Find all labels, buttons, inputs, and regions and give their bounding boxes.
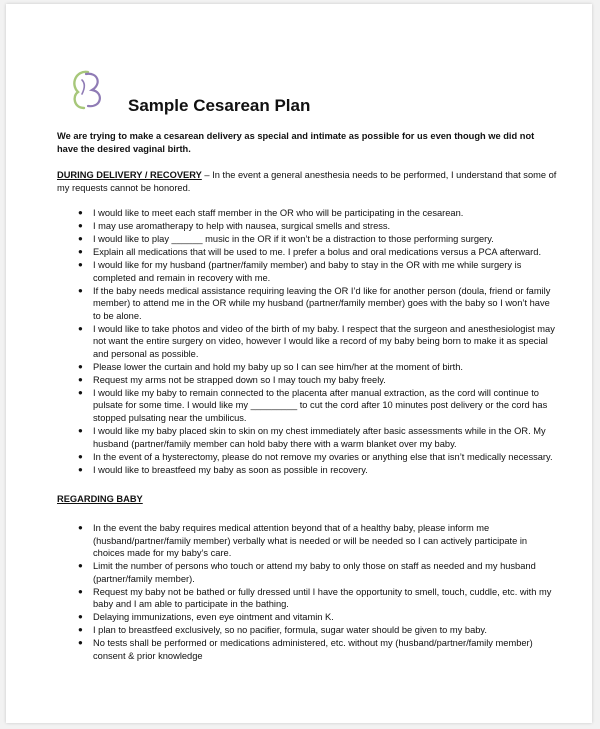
bullet-icon: ● (78, 374, 83, 384)
list-item: ● I would like for my husband (partner/family member) and baby to stay in the OR with me while surgery is completed and remain in recovery with me. (78, 259, 522, 283)
bullet-icon: ● (78, 387, 83, 397)
list-item: ● I would like to breastfeed my baby as soon as possible in recovery. (78, 464, 368, 475)
delivery-list (75, 207, 555, 477)
intro-paragraph: We are trying to make a cesarean delivery as special and intimate as possible for us even though we did not have the desired vaginal birth. (57, 131, 535, 154)
list-item: ● I would like to play ______ music in the OR if it won’t be a distraction to those performing surgery. (78, 233, 494, 244)
list-item: ● I would like my baby placed skin to skin on my chest immediately after basic assessments while in the OR. My husband (partner/family member can hold baby there with a warm blanket over my baby. (78, 426, 546, 449)
list-item: ● I plan to breastfeed exclusively, so no pacifier, formula, sugar water should be given to my baby. (78, 625, 487, 636)
page-title: Sample Cesarean Plan (128, 96, 311, 115)
list-item: ● Please lower the curtain and hold my baby up so I can see him/her at the moment of birth. (78, 361, 464, 372)
baby-section-heading: REGARDING BABY (57, 494, 143, 504)
baby-list (75, 522, 555, 663)
bullet-icon: ● (78, 246, 83, 256)
list-item: ● I may use aromatherapy to help with nausea, surgical smells and stress. (78, 220, 391, 231)
list-item: ● I would like to take photos and video of the birth of my baby. I respect that the surgeon and anesthesiologist may not want the entire surgery on video, however I would like a record of my baby being born to make it as special and personal as possible. (78, 323, 555, 359)
bullet-icon: ● (78, 625, 83, 635)
delivery-section-heading: DURING DELIVERY / RECOVERY (57, 170, 202, 180)
list-item: ● Request my arms not be strapped down so I may touch my baby freely. (78, 374, 386, 385)
list-item: ● I would like my baby to remain connected to the placenta after manual extraction, as the cord will continue to pulsate for some time. I would like my _________ to cut the cord after 10 minutes post delivery or the cord has stopped pulsating near the umbilicus. (78, 387, 548, 424)
bullet-icon: ● (78, 426, 83, 435)
list-item: ● No tests shall be performed or medications administered, etc. without my (husband/partner/family member) consent & prior knowledge (78, 638, 533, 661)
list-item: ● In the event of a hysterectomy, please do not remove my ovaries or anything else that isn’t medically necessary. (78, 451, 553, 462)
bullet-icon: ● (78, 323, 83, 333)
list-item: ● Explain all medications that will be used to me. I prefer a bolus and oral medications versus a PCA afterward. (78, 246, 542, 257)
bullet-icon: ● (78, 451, 83, 461)
bullet-icon: ● (78, 285, 83, 295)
bullet-icon: ● (78, 233, 83, 243)
bullet-icon: ● (78, 259, 83, 269)
delivery-section-text: – In the event a general anesthesia needs to be performed, I understand that some of my requests cannot be honored. (57, 170, 557, 193)
delivery-section-intro (57, 169, 557, 194)
list-item: ● If the baby needs medical assistance requiring leaving the OR I’d like for another person (doula, friend or family member) to attend me in the OR while my husband (partner/family member) goes with the baby so I won’t have to be alone. (78, 285, 551, 321)
bullet-icon: ● (78, 638, 83, 648)
bullet-icon: ● (78, 464, 83, 474)
bullet-icon: ● (78, 220, 83, 230)
list-item: ● I would like to meet each staff member in the OR who will be participating in the cesarean. (78, 208, 464, 218)
document-page (6, 4, 592, 723)
list-item: ● Delaying immunizations, even eye ointment and vitamin K. (78, 612, 334, 623)
bullet-icon: ● (78, 523, 83, 532)
bullet-icon: ● (78, 361, 83, 371)
list-item: ● In the event the baby requires medical attention beyond that of a healthy baby, please inform me (husband/partner/family member) verbally what is needed or will be needed so I can actively participate in choices made for my baby’s care. (78, 523, 528, 559)
list-item: ● Request my baby not be bathed or fully dressed until I have the opportunity to smell, touch, cuddle, etc. with my baby and I am able to participate in the bathing. (78, 586, 552, 610)
bullet-icon: ● (78, 208, 83, 217)
bullet-icon: ● (78, 586, 83, 596)
bullet-icon: ● (78, 612, 83, 622)
logo-icon (68, 66, 112, 114)
bullet-icon: ● (78, 561, 83, 571)
list-item: ● Limit the number of persons who touch or attend my baby to only those on staff as needed and my husband (partner/family member). (78, 561, 536, 584)
